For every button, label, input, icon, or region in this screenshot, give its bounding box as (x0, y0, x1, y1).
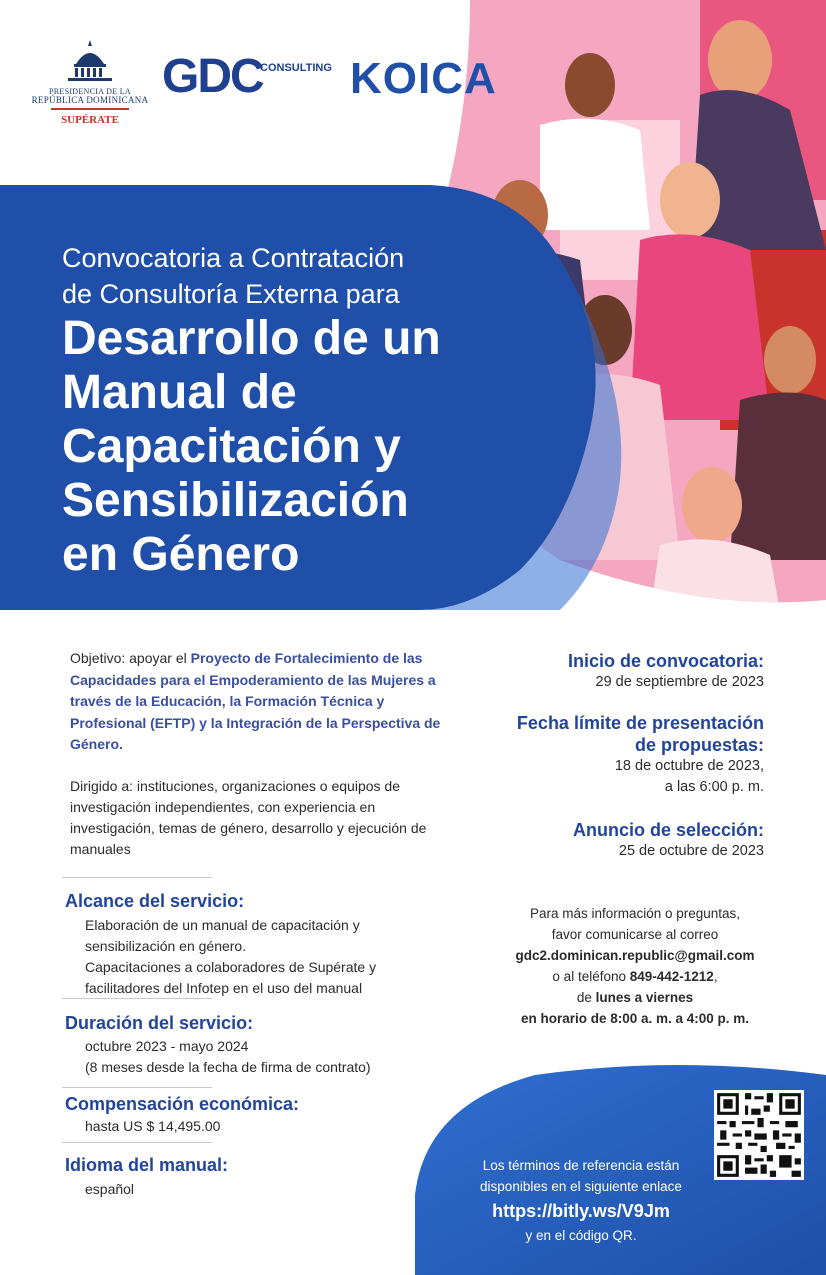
objetivo-project: Proyecto de Fortalecimiento de las Capacidades para el Empoderamiento de las Mujeres a través de la Educación, la Formación Técnica y Profesional (EFTP) y la Integración de la Perspectiva de Género. (70, 650, 441, 752)
gdc-consulting-logo (162, 50, 332, 103)
alcance-line: facilitadores del Infotep en el uso del manual (85, 980, 363, 996)
dirigido-paragraph: Dirigido a: instituciones, organizaciones o equipos de investigación independientes, con experiencia en investigación, temas de género, desarrollo y ejecución de manuales (70, 778, 427, 857)
hero-title-line: Sensibilización (62, 474, 409, 527)
divider (62, 1087, 212, 1088)
terms-line: Los términos de referencia están (482, 1158, 680, 1173)
presidencia-logo (30, 38, 150, 126)
duracion-line: octubre 2023 - mayo 2024 (85, 1038, 249, 1054)
anuncio-heading: Anuncio de selección: (572, 820, 764, 840)
terms-text (452, 1155, 710, 1246)
contact-days: lunes a viernes (595, 990, 694, 1005)
inicio-block (568, 650, 764, 693)
alcance-heading: Alcance del servicio: (65, 891, 245, 911)
alcance-line: Elaboración de un manual de capacitación y (85, 917, 360, 933)
divider (62, 877, 212, 878)
hero-subtitle (62, 240, 404, 312)
phone-prefix: o al teléfono (552, 969, 630, 984)
divider (62, 998, 212, 999)
duracion-text (85, 1036, 425, 1078)
contact-line: Para más información o preguntas, (529, 906, 741, 921)
consulting-text: CONSULTING (260, 62, 332, 74)
anuncio-date: 25 de octubre de 2023 (618, 843, 764, 859)
presidencia-text: PRESIDENCIA DE LA (49, 87, 131, 96)
limite-block (517, 712, 764, 798)
hero-title (62, 312, 532, 582)
inicio-heading: Inicio de convocatoria: (567, 651, 764, 671)
contact-line: favor comunicarse al correo (551, 927, 719, 942)
compensacion-heading: Compensación económica: (65, 1094, 300, 1114)
terms-line: disponibles en el siguiente enlace (480, 1179, 682, 1194)
hero-title-line: Manual de (62, 366, 297, 419)
objetivo-paragraph (70, 648, 445, 756)
anuncio-block (573, 819, 764, 862)
limite-time: a las 6:00 p. m. (664, 779, 764, 795)
inicio-date: 29 de septiembre de 2023 (595, 674, 764, 690)
compensacion-value: hasta US $ 14,495.00 (85, 1118, 221, 1134)
idioma-value: español (85, 1181, 135, 1197)
alcance-text (85, 915, 425, 999)
logo-divider (51, 108, 129, 110)
republica-text: REPÚBLICA DOMINICANA (31, 95, 149, 105)
hero-title-line: en Género (62, 528, 300, 581)
qr-code[interactable] (714, 1090, 804, 1180)
gdc-text: GDC (162, 50, 263, 103)
limite-date: 18 de octubre de 2023, (614, 758, 764, 774)
contact-phone[interactable]: 849-442-1212 (629, 969, 714, 984)
contact-info (470, 903, 800, 1029)
limite-heading: Fecha límite de presentación (516, 713, 764, 733)
terms-line: y en el código QR. (525, 1228, 637, 1243)
objetivo-label: Objetivo: apoyar el (70, 650, 191, 666)
limite-heading: de propuestas: (634, 735, 764, 755)
divider (62, 1142, 212, 1143)
hero-title-line: Capacitación y (62, 420, 401, 473)
alcance-line: Capacitaciones a colaboradores de Supérate y (85, 959, 377, 975)
capitol-icon (62, 38, 118, 82)
hero-title-line: Desarrollo de un (62, 312, 441, 365)
duracion-line: (8 meses desde la fecha de firma de contrato) (85, 1059, 371, 1075)
terms-link[interactable]: https://bitly.ws/V9Jm (492, 1201, 670, 1221)
contact-email[interactable]: gdc2.dominican.republic@gmail.com (515, 948, 755, 963)
hero-subtitle-line: Convocatoria a Contratación (62, 243, 405, 273)
idioma-heading: Idioma del manual: (65, 1155, 229, 1175)
phone-suffix: , (713, 969, 718, 984)
duracion-heading: Duración del servicio: (65, 1013, 254, 1033)
contact-hours: en horario de 8:00 a. m. a 4:00 p. m. (520, 1011, 750, 1026)
hero-subtitle-line: de Consultoría Externa para (62, 279, 400, 309)
alcance-line: sensibilización en género. (85, 938, 247, 954)
koica-logo: KOICA (350, 54, 497, 103)
superate-text: SUPÉRATE (61, 114, 119, 126)
days-prefix: de (576, 990, 596, 1005)
